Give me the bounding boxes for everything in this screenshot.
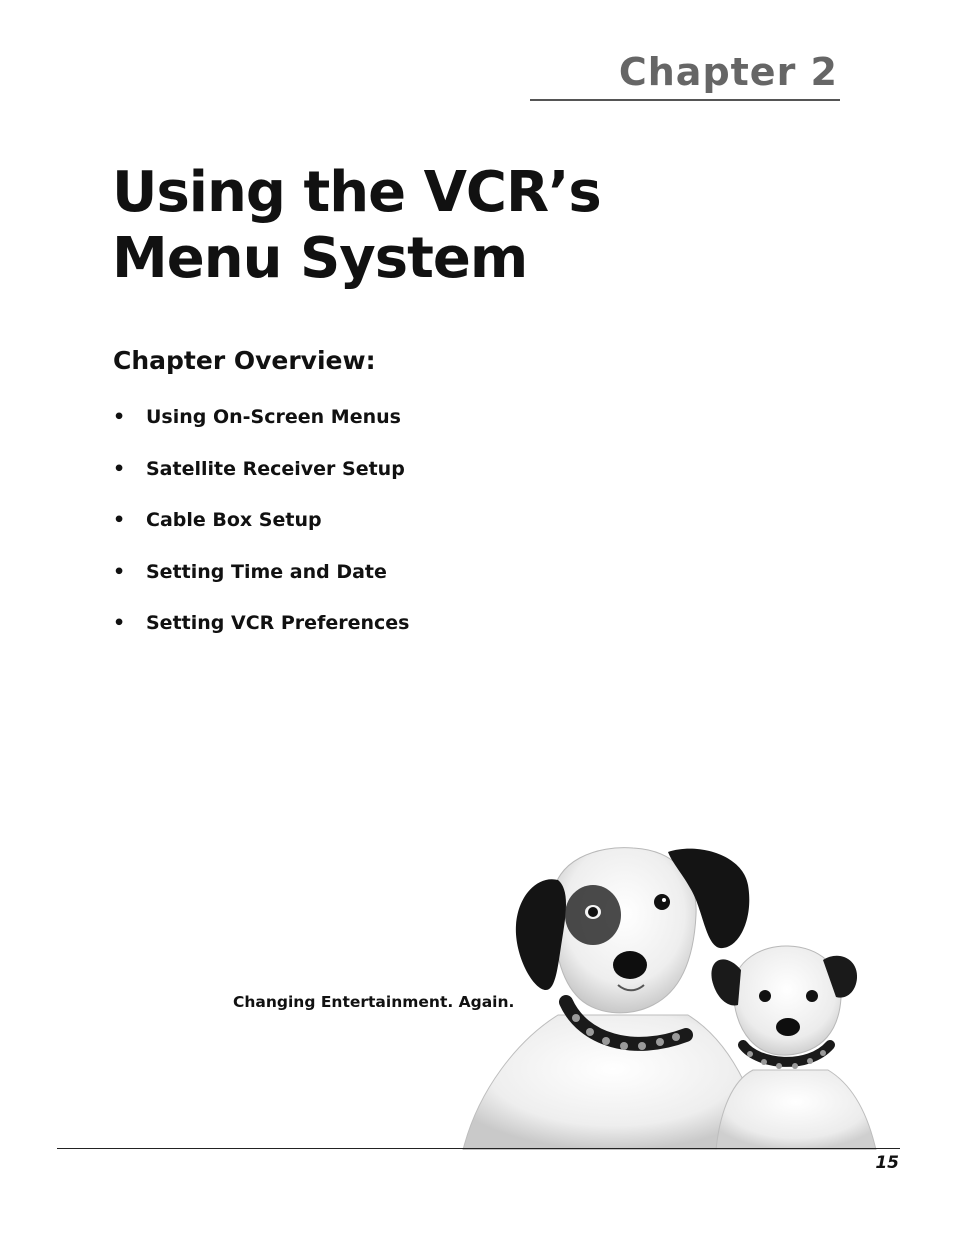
overview-item [113,454,409,506]
overview-item [113,505,409,557]
overview-item-label: Setting VCR Preferences [146,612,410,634]
overview-item-label: Satellite Receiver Setup [146,457,405,480]
small-dog [711,946,876,1150]
page-title-line-1: Using the VCR’s [112,160,601,225]
bullet: • [113,406,126,428]
page-title [112,160,601,292]
overview-heading: Chapter Overview: [113,346,376,375]
overview-item-label: Using On-Screen Menus [146,406,401,428]
overview-item [113,557,409,609]
overview-item [113,608,409,660]
large-dog [463,848,763,1150]
bullet: • [113,612,126,634]
page-title-line-2: Menu System [112,226,528,291]
footer-rule [57,1148,900,1149]
chapter-underline [530,99,840,101]
two-dogs-photo [458,840,888,1150]
bullet: • [113,509,126,531]
overview-item-label: Cable Box Setup [146,509,322,531]
bullet: • [113,457,126,480]
bullet: • [113,560,126,583]
page-number: 15 [875,1153,899,1173]
tagline: Changing Entertainment. Again. [233,993,515,1011]
overview-list [113,402,409,660]
chapter-label: Chapter 2 [618,50,838,94]
overview-item-label: Setting Time and Date [146,560,387,583]
overview-item [113,402,409,454]
